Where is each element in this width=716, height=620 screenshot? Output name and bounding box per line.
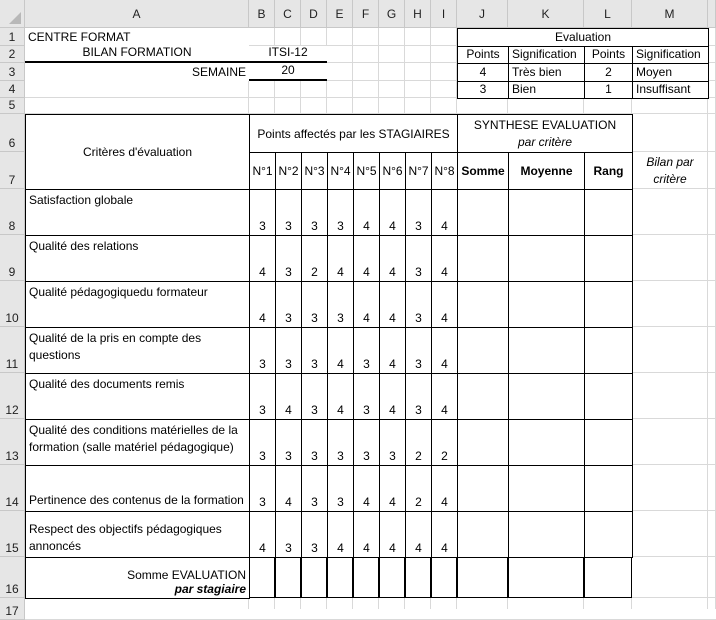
score-cell[interactable]: 4 (379, 327, 406, 374)
row-header-4[interactable]: 4 (0, 81, 25, 98)
week-label-cell[interactable]: SEMAINE (25, 63, 249, 81)
score-cell[interactable]: 4 (327, 235, 354, 282)
score-cell[interactable]: 3 (249, 419, 276, 466)
trainee-header[interactable]: N°7 (405, 152, 432, 190)
synthesis-cell-moyenne[interactable] (508, 373, 585, 420)
score-cell[interactable]: 3 (405, 373, 432, 420)
synthesis-cell-moyenne[interactable] (508, 511, 585, 558)
synthesis-cell-moyenne[interactable] (508, 281, 585, 328)
score-cell[interactable]: 3 (275, 281, 302, 328)
criterion-label[interactable]: Qualité des relations (25, 235, 250, 282)
score-cell[interactable]: 3 (405, 327, 432, 374)
row-header-5[interactable]: 5 (0, 98, 25, 114)
score-cell[interactable]: 4 (275, 373, 302, 420)
synthesis-title: SYNTHESE EVALUATION (473, 117, 617, 132)
legend-title[interactable]: Evaluation (457, 28, 709, 47)
bilan-header[interactable]: Bilan par critère (646, 154, 694, 186)
score-cell[interactable]: 3 (275, 419, 302, 466)
score-cell[interactable]: 3 (275, 327, 302, 374)
trainee-header[interactable]: N°5 (353, 152, 380, 190)
score-cell[interactable]: 4 (379, 465, 406, 512)
synthesis-cell-somme[interactable] (457, 189, 509, 236)
synthesis-cell-moyenne[interactable] (508, 419, 585, 466)
select-all-corner[interactable] (0, 0, 25, 28)
criterion-label[interactable]: Qualité pédagogiquedu formateur (25, 281, 250, 328)
synthesis-cell-somme[interactable] (457, 327, 509, 374)
score-cell[interactable]: 4 (431, 465, 458, 512)
column-header-d[interactable]: D (301, 0, 327, 28)
score-cell[interactable]: 3 (301, 373, 328, 420)
trainee-header[interactable]: N°2 (275, 152, 302, 190)
synthesis-header[interactable] (457, 114, 633, 153)
trainee-header[interactable]: N°3 (301, 152, 328, 190)
legend-header-points[interactable]: Points (457, 46, 509, 64)
row-header-2[interactable]: 2 (0, 46, 25, 63)
row-header-8[interactable]: 8 (0, 189, 25, 235)
score-cell[interactable]: 3 (327, 189, 354, 236)
legend-label[interactable]: Insuffisant (632, 81, 709, 99)
sum-cell[interactable] (327, 557, 353, 598)
score-cell[interactable]: 3 (301, 189, 328, 236)
score-cell[interactable]: 4 (353, 465, 380, 512)
synthesis-subtitle: par critère (517, 134, 573, 149)
synthesis-cell-moyenne[interactable] (508, 327, 585, 374)
legend-points[interactable]: 1 (584, 81, 633, 99)
criterion-label[interactable]: Qualité des documents remis (25, 373, 250, 420)
score-cell[interactable]: 3 (275, 235, 302, 282)
column-header-j[interactable]: J (457, 0, 508, 28)
score-cell[interactable]: 4 (431, 511, 458, 558)
column-header-h[interactable]: H (405, 0, 431, 28)
score-cell[interactable]: 4 (405, 511, 432, 558)
synthesis-col-header[interactable]: Moyenne (508, 152, 585, 190)
session-code-cell[interactable]: ITSI-12 (249, 46, 327, 63)
synthesis-cell-rang[interactable] (584, 419, 633, 466)
sum-cell[interactable] (353, 557, 379, 598)
synthesis-cell-somme[interactable] (457, 511, 509, 558)
score-cell[interactable]: 4 (327, 327, 354, 374)
sum-label[interactable] (25, 557, 250, 599)
score-cell[interactable]: 4 (379, 189, 406, 236)
score-cell[interactable]: 2 (405, 465, 432, 512)
sum-cell[interactable] (249, 557, 275, 598)
score-cell[interactable]: 3 (301, 419, 328, 466)
week-value-cell[interactable]: 20 (249, 63, 327, 81)
synthesis-cell-rang[interactable] (584, 465, 633, 512)
score-cell[interactable]: 4 (249, 511, 276, 558)
synthesis-total-cell[interactable] (457, 557, 508, 598)
synthesis-cell-somme[interactable] (457, 373, 509, 420)
score-cell[interactable]: 4 (249, 281, 276, 328)
row-header-11[interactable]: 11 (0, 327, 25, 373)
score-cell[interactable]: 4 (379, 511, 406, 558)
sum-cell[interactable] (431, 557, 457, 598)
row-header-1[interactable]: 1 (0, 28, 25, 46)
sum-cell[interactable] (301, 557, 327, 598)
legend-points[interactable]: 4 (457, 63, 509, 82)
sum-label-text: Somme EVALUATION (127, 568, 246, 582)
column-header-b[interactable]: B (249, 0, 275, 28)
score-cell[interactable]: 4 (379, 373, 406, 420)
criterion-label[interactable]: Respect des objectifs pédagogiques annoncés (25, 511, 250, 558)
score-cell[interactable]: 3 (249, 189, 276, 236)
criterion-label[interactable]: Satisfaction globale (25, 189, 250, 236)
row-header-13[interactable]: 13 (0, 419, 25, 465)
score-cell[interactable]: 3 (275, 189, 302, 236)
column-header-n[interactable] (708, 0, 716, 28)
score-cell[interactable]: 3 (301, 281, 328, 328)
row-header-6[interactable]: 6 (0, 114, 25, 152)
synthesis-cell-rang[interactable] (584, 281, 633, 328)
legend-header-signification[interactable]: Signification (508, 46, 585, 64)
gridline (707, 28, 708, 609)
score-cell[interactable]: 4 (379, 281, 406, 328)
score-cell[interactable]: 3 (405, 189, 432, 236)
column-header-a[interactable]: A (25, 0, 249, 28)
score-cell[interactable]: 4 (353, 235, 380, 282)
synthesis-cell-rang[interactable] (584, 235, 633, 282)
score-cell[interactable]: 4 (353, 189, 380, 236)
synthesis-col-header[interactable]: Rang (584, 152, 633, 190)
synthesis-cell-rang[interactable] (584, 511, 633, 558)
score-cell[interactable]: 3 (275, 511, 302, 558)
row-header-14[interactable]: 14 (0, 465, 25, 511)
synthesis-cell-moyenne[interactable] (508, 465, 585, 512)
score-cell[interactable]: 3 (249, 373, 276, 420)
row-header-9[interactable]: 9 (0, 235, 25, 281)
score-cell[interactable]: 4 (379, 235, 406, 282)
score-cell[interactable]: 4 (431, 235, 458, 282)
synthesis-cell-somme[interactable] (457, 419, 509, 466)
score-cell[interactable]: 3 (301, 327, 328, 374)
score-cell[interactable]: 3 (301, 465, 328, 512)
legend-label[interactable]: Bien (508, 81, 585, 99)
score-cell[interactable]: 2 (301, 235, 328, 282)
score-cell[interactable]: 3 (301, 511, 328, 558)
criterion-label[interactable]: Qualité de la pris en compte des questions (25, 327, 250, 374)
row-header-12[interactable]: 12 (0, 373, 25, 419)
score-cell[interactable]: 3 (249, 465, 276, 512)
score-cell[interactable]: 3 (379, 419, 406, 466)
synthesis-col-header[interactable]: Somme (457, 152, 509, 190)
score-cell[interactable]: 4 (431, 281, 458, 328)
trainee-header[interactable]: N°6 (379, 152, 406, 190)
synthesis-cell-somme[interactable] (457, 281, 509, 328)
criterion-label[interactable]: Pertinence des contenus de la formation (25, 465, 250, 512)
sum-cell[interactable] (405, 557, 431, 598)
score-cell[interactable]: 2 (431, 419, 458, 466)
organization-cell[interactable]: CENTRE FORMAT (25, 28, 249, 46)
trainee-header[interactable]: N°1 (249, 152, 276, 190)
column-header-m[interactable]: M (632, 0, 708, 28)
score-cell[interactable]: 3 (405, 281, 432, 328)
score-cell[interactable]: 3 (353, 327, 380, 374)
points-header[interactable]: Points affectés par les STAGIAIRES (249, 114, 458, 153)
row-header-16[interactable]: 16 (0, 557, 25, 598)
column-header-l[interactable]: L (584, 0, 632, 28)
score-cell[interactable]: 4 (431, 373, 458, 420)
trainee-header[interactable]: N°8 (431, 152, 458, 190)
sum-cell[interactable] (379, 557, 405, 598)
row-header-7[interactable]: 7 (0, 152, 25, 189)
score-cell[interactable]: 2 (405, 419, 432, 466)
title-cell[interactable]: BILAN FORMATION (25, 46, 249, 63)
score-cell[interactable]: 4 (353, 511, 380, 558)
legend-label[interactable]: Très bien (508, 63, 585, 82)
score-cell[interactable]: 4 (431, 189, 458, 236)
score-cell[interactable]: 4 (353, 281, 380, 328)
legend-points[interactable]: 3 (457, 81, 509, 99)
criteria-header[interactable]: Critères d'évaluation (25, 114, 250, 190)
sum-cell[interactable] (275, 557, 301, 598)
legend-points[interactable]: 2 (584, 63, 633, 82)
column-header-c[interactable]: C (275, 0, 301, 28)
row-header-10[interactable]: 10 (0, 281, 25, 327)
column-header-i[interactable]: I (431, 0, 457, 28)
synthesis-cell-rang[interactable] (584, 373, 633, 420)
row-header-15[interactable]: 15 (0, 511, 25, 557)
synthesis-cell-rang[interactable] (584, 327, 633, 374)
legend-header-points[interactable]: Points (584, 46, 633, 64)
score-cell[interactable]: 3 (405, 235, 432, 282)
synthesis-total-cell[interactable] (584, 557, 632, 598)
column-header-g[interactable]: G (379, 0, 405, 28)
score-cell[interactable]: 3 (327, 465, 354, 512)
column-header-f[interactable]: F (353, 0, 379, 28)
score-cell[interactable]: 4 (275, 465, 302, 512)
score-cell[interactable]: 3 (327, 281, 354, 328)
legend-label[interactable]: Moyen (632, 63, 709, 82)
row-header-17[interactable]: 17 (0, 598, 25, 620)
row-header-3[interactable]: 3 (0, 63, 25, 81)
synthesis-cell-rang[interactable] (584, 189, 633, 236)
score-cell[interactable]: 4 (431, 327, 458, 374)
score-cell[interactable]: 3 (327, 419, 354, 466)
score-cell[interactable]: 4 (249, 235, 276, 282)
score-cell[interactable]: 4 (327, 511, 354, 558)
synthesis-total-cell[interactable] (508, 557, 584, 598)
sum-sublabel-text: par stagiaire (174, 582, 246, 596)
score-cell[interactable]: 3 (353, 419, 380, 466)
synthesis-cell-moyenne[interactable] (508, 189, 585, 236)
criterion-label[interactable]: Qualité des conditions matérielles de la formation (salle matériel pédagogique) (25, 419, 250, 466)
legend-header-signification[interactable]: Signification (632, 46, 709, 64)
synthesis-cell-somme[interactable] (457, 465, 509, 512)
spreadsheet-grid[interactable] (25, 28, 716, 609)
score-cell[interactable]: 4 (327, 373, 354, 420)
synthesis-cell-moyenne[interactable] (508, 235, 585, 282)
score-cell[interactable]: 3 (249, 327, 276, 374)
trainee-header[interactable]: N°4 (327, 152, 354, 190)
column-header-e[interactable]: E (327, 0, 353, 28)
score-cell[interactable]: 3 (353, 373, 380, 420)
column-header-k[interactable]: K (508, 0, 584, 28)
synthesis-cell-somme[interactable] (457, 235, 509, 282)
